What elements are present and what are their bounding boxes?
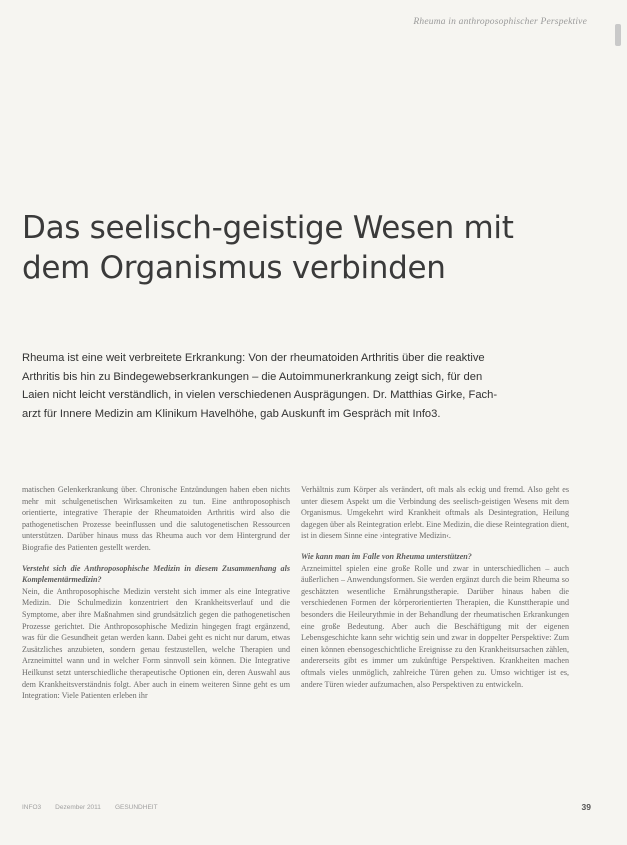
lead-line-2: Arthritis bis hin zu Bindegewebserkrankungen – die Autoimmunerkrankung zeigt sich, für den [22,370,483,383]
lead-line-1: Rheuma ist eine weit verbreitete Erkrankung: Von der rheumatoiden Arthritis über die reaktive [22,352,485,364]
lead-line-3: Laien nicht leicht verständlich, in vielen verschiedenen Ausprägungen. Dr. Matthias Girke, Fach- [22,389,498,402]
interview-question: Versteht sich die Anthroposophische Medizin in diesem Zusammenhang als Komplementärmedizin? [22,563,290,585]
footer-magazine: INFO3 [22,804,42,811]
footer-section: GESUNDHEIT [114,804,158,811]
lead-line-4: arzt für Innere Medizin am Klinikum Havelhöhe, gab Auskunft im Gespräch mit Info3. [22,407,441,420]
title-line-1: Das seelisch-geistige Wesen mit [22,210,514,246]
page-footer [22,804,591,811]
title-line-2: dem Organismus verbinden [22,250,446,286]
body-paragraph: Verhältnis zum Körper als verändert, oft mals als eckig und fremd. Also geht es unter diesem Aspekt um die Verbindung des seelisch-geistigen Wesens mit dem Organismus. Umgekehrt wird Krankheit oftmals als Desintegration, Heilung dagegen über als Reintegration erlebt. Eine Medizin, die diese Reintegration dient, ist in diesem Sinne eine ›integrative Medizin‹. [301,485,569,541]
page-number: 39 [581,802,591,812]
body-paragraph: Arzneimittel spielen eine große Rolle und zwar in unterschiedlichen – auch äußerlichen – Anwendungsformen. Sie werden ergänzt durch die beim Rheuma so geschätzten wesentliche Ernährungstherapie. Darüber hinaus haben die verschiedenen Formen der körperorientierten Therapien, die Kunsttherapie und besonders die Heileurythmie in der Behandlung der rheumatischen Erkrankungen eine große Bedeutung. Aber auch die Beschäftigung mit der eigenen Lebensgeschichte kann sehr wichtig sein und zwar in doppelter Perspektive: Zum einen können ebensogeschichtliche Ereignisse zu den Krankheitsursachen zählen, andererseits gibt es immer um zukünftige Perspektiven. Krankheiten machen oftmals vieles unmöglich, zahlreiche Türen gehen zu. Umso wichtiger ist es, andere Türen wieder aufzumachen, also Perspektiven zu entwickeln. [301,563,569,689]
body-paragraph: matischen Gelenkerkrankung über. Chronische Entzündungen haben eben nichts mehr mit schulgenetischen Wirksamkeiten zu tun. Eine anthroposophisch orientierte, integrative Therapie der Rheumatoiden Arthritis wird also die pathogenetischen Prozesse beeinflussen und die salutogenetischen Ressourcen unterstützen. Darüber hinaus muss das Rheuma auch vor dem Hintergrund der Biografie des Patienten gestellt werden. [22,485,290,552]
article-title [22,208,582,288]
page-edge-mark [615,24,621,46]
interview-question: Wie kann man im Falle von Rheuma unterstützen? [301,551,472,561]
lead-paragraph [22,349,600,423]
footer-date: Dezember 2011 [55,804,101,811]
body-paragraph: Nein, die Anthroposophische Medizin versteht sich immer als eine Integrative Medizin. Die Schulmedizin konzentriert den Krankheitsverlauf und die Symptome, aber ihre Maßnahmen sind grundsätzlich gegen die pathogenetischen Prozesse gerichtet. Die Anthroposophische Medizin hingegen fragt ergänzend, was für die Gesundheit getan werden kann. Dabei geht es nicht nur darum, etwas Zusätzliches anzubieten, sondern genau festzustellen, welche Therapien und Arzneimittel wann und in welcher Form sinnvoll sein können. Die Integrative Heilkunst setzt unterschiedliche therapeutische Optionen ein, deren Auswahl aus dem Krankheitsverständnis folgt. Aber auch in einem weiteren Sinne geht es um Integration: Viele Patienten erleben ihr [22,586,290,701]
body-column-right [301,484,569,690]
body-column-left [22,484,290,702]
running-head: Rheuma in anthroposophischer Perspektive [413,17,587,27]
